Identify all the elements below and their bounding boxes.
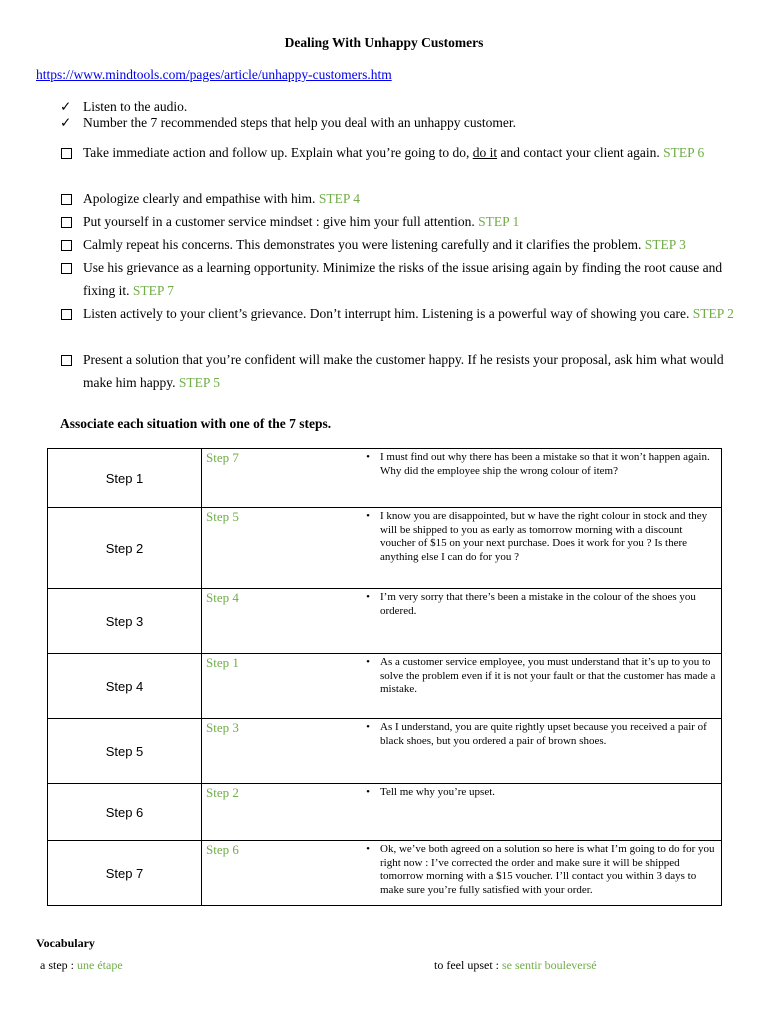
table-row [48,784,722,841]
situation-text: As I understand, you are quite rightly upset because you received a pair of black shoes, but you ordered a pair of brown shoes. [380,721,707,747]
step-item-text: Listen actively to your client’s grievance. Don’t interrupt him. Listening is a powerful way of showing you care. [83,306,693,321]
situation-cell [356,654,722,719]
step-item [60,141,740,164]
step-answer: STEP 6 [663,145,705,160]
table-row [48,508,722,589]
step-answer-cell[interactable]: Step 4 [202,589,357,654]
vocabulary-heading: Vocabulary [36,936,95,950]
step-item-text: Use his grievance as a learning opportunity. Minimize the risks of the issue arising again by finding the root cause and fixing it. [83,260,723,298]
step-answer: STEP 5 [178,375,220,390]
situation-cell [356,449,722,508]
situation-cell [356,589,722,654]
situation-cell [356,784,722,841]
step-label: Step 1 [48,449,202,508]
instruction-text: Listen to the audio. [83,99,188,114]
step-answer-cell[interactable]: Step 3 [202,719,357,784]
vocabulary-translation: se sentir bouleversé [501,958,597,972]
bullet-icon: • [366,510,370,522]
step-label: Step 3 [48,589,202,654]
step-item-text: Take immediate action and follow up. Explain what you’re going to do, [83,145,473,160]
step-item [60,210,740,233]
checkbox-icon[interactable] [60,141,83,164]
bullet-icon: • [366,843,370,855]
step-answer-cell[interactable]: Step 1 [202,654,357,719]
checkmark-icon: ✓ [60,115,72,130]
table-row [48,589,722,654]
step-answer-cell[interactable]: Step 6 [202,841,357,906]
checkbox-icon[interactable] [60,187,83,210]
checkbox-icon[interactable] [60,210,83,233]
situation-cell [356,508,722,589]
associate-heading: Associate each situation with one of the 7 steps. [60,416,332,431]
step-item [60,233,740,256]
step-answer-cell[interactable]: Step 2 [202,784,357,841]
bullet-icon: • [366,451,370,463]
step-answer: STEP 2 [692,306,734,321]
step-label: Step 2 [48,508,202,589]
step-answer: STEP 7 [132,283,175,298]
step-answer-cell[interactable]: Step 5 [202,508,357,589]
step-label: Step 6 [48,784,202,841]
checkbox-icon[interactable] [60,233,83,256]
step-item-text: Present a solution that you’re confident will make the customer happy. If he resists your proposal, ask him what would make him happy. [83,352,724,390]
instruction-item [60,99,187,114]
bullet-icon: • [366,656,370,668]
situation-text: Ok, we’ve both agreed on a solution so here is what I’m going to do for you right now : I’ve corrected the order and make sure it will be shipped tomorrow morning with a $15 voucher. I’ll contact you within 3 days to make sure you’re fully satisfied with your order. [380,843,715,896]
checkbox-icon[interactable] [60,302,83,325]
situation-text: I know you are disappointed, but w have the right colour in stock and they will be shipped to you as early as tomorrow morning with a discount voucher of $15 on your next purchase. Does it work for you ? Is there anything else I can do for you ? [380,510,708,563]
step-item-text: Calmly repeat his concerns. This demonstrates you were listening carefully and it clarifies the problem. [83,237,645,252]
bullet-icon: • [366,591,370,603]
step-item-underlined: do it [472,145,498,160]
step-item-text: Put yourself in a customer service mindset : give him your full attention. [83,214,479,229]
step-item-text-cont: and contact your client again. [497,145,664,160]
step-item [60,256,740,302]
step-answer: STEP 3 [644,237,686,252]
bullet-icon: • [366,721,370,733]
bullet-icon: • [366,786,370,798]
instruction-item [60,115,516,130]
table-row [48,449,722,508]
situation-cell [356,841,722,906]
vocabulary-entry [40,958,123,973]
vocabulary-term: a step : [40,958,77,972]
checkbox-icon[interactable] [60,256,83,302]
step-label: Step 7 [48,841,202,906]
vocabulary-entry [434,958,597,973]
situation-text: As a customer service employee, you must understand that it’s up to you to solve the problem even if it is not your fault or that the customer has made a mistake. [380,656,716,695]
step-answer: STEP 1 [478,214,520,229]
step-label: Step 4 [48,654,202,719]
instruction-text: Number the 7 recommended steps that help you deal with an unhappy customer. [83,115,517,130]
step-item [60,187,740,210]
table-row [48,719,722,784]
step-label: Step 5 [48,719,202,784]
table-row [48,841,722,906]
table-row [48,654,722,719]
vocabulary-translation: une étape [77,958,123,972]
document-title: Dealing With Unhappy Customers [284,35,484,50]
step-item [60,302,740,325]
checkbox-icon[interactable] [60,348,83,394]
situation-text: Tell me why you’re upset. [380,786,496,798]
situation-cell [356,719,722,784]
step-answer-cell[interactable]: Step 7 [202,449,357,508]
source-link[interactable]: https://www.mindtools.com/pages/article/unhappy-customers.htm [36,67,392,82]
step-answer: STEP 4 [318,191,360,206]
checkmark-icon: ✓ [60,99,72,114]
vocabulary-term: to feel upset : [434,958,502,972]
step-item [60,348,740,394]
step-item-text: Apologize clearly and empathise with him. [83,191,319,206]
situation-text: I’m very sorry that there’s been a mistake in the colour of the shoes you ordered. [380,591,696,617]
steps-table [47,448,722,906]
situation-text: I must find out why there has been a mistake so that it won’t happen again. Why did the employee ship the wrong colour of item? [380,451,710,477]
